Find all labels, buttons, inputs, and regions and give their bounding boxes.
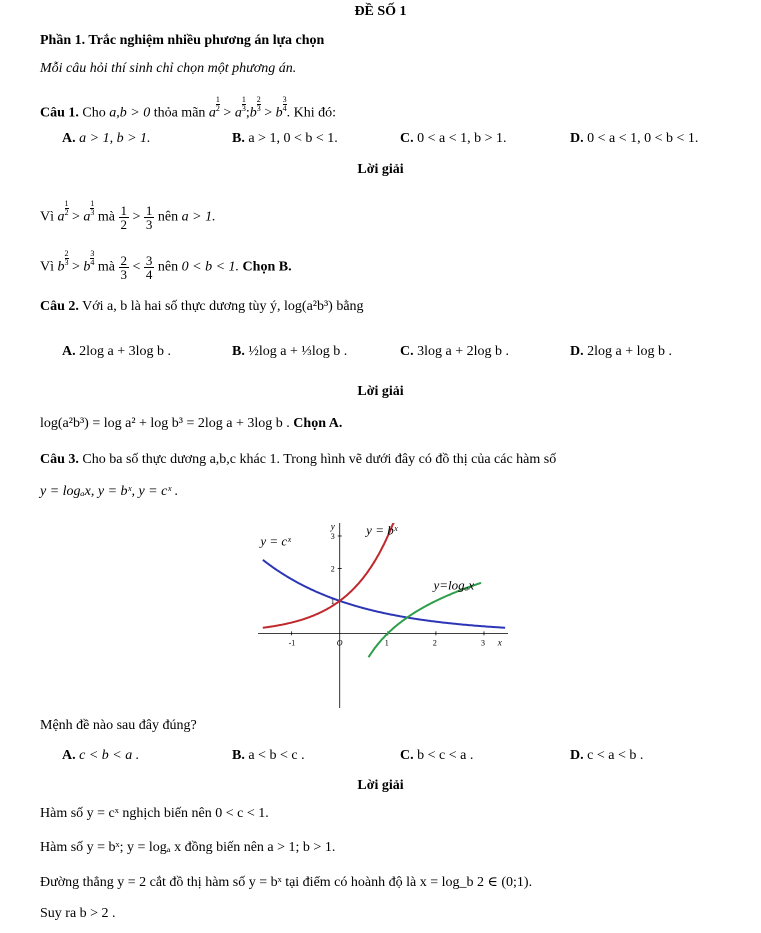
q2-option-d[interactable]: D. 2log a + log b . xyxy=(570,344,673,359)
q2-solution-heading: Lời giải xyxy=(357,384,404,399)
function-graph xyxy=(258,523,508,708)
x-tick-label: O xyxy=(336,638,343,648)
x-tick-label: -1 xyxy=(288,638,296,648)
q3-solution-heading: Lời giải xyxy=(357,778,404,793)
x-tick-label: 1 xyxy=(384,638,389,648)
q3-solution-line4: Suy ra b > 2 . xyxy=(40,906,116,921)
q3-option-b[interactable]: B. a < b < c . xyxy=(232,748,305,763)
q3-option-a[interactable]: A. c < b < a . xyxy=(62,748,140,763)
x-tick-label: 2 xyxy=(432,638,437,648)
q3-stem: Câu 3. Cho ba số thực dương a,b,c khác 1. Trong hình vẽ dưới đây có đồ thị của các hàm số xyxy=(40,452,557,467)
q3-question: Mệnh đề nào sau đây đúng? xyxy=(40,718,197,733)
q1-option-c[interactable]: C. 0 < a < 1, b > 1. xyxy=(400,131,507,146)
label-c-power: y = cˣ xyxy=(260,533,291,549)
label-log-a: y=logₐx xyxy=(433,577,475,593)
q3-solution-line3: Đường thẳng y = 2 cắt đồ thị hàm số y = bˣ tại điểm có hoành độ là x = log_b 2 ∈ (0;1). xyxy=(40,875,533,890)
q1-option-a[interactable]: A. a > 1, b > 1. xyxy=(62,131,151,146)
q1-solution-line2: Vì b $\frac{2}{3}$ > b $\frac{3}{4}$ mà $\frac{2}{3}$ < $\frac{3}{4}$ nên 0 < b < 1. Chọn B. xyxy=(40,249,292,282)
q2-option-c[interactable]: C. 3log a + 2log b . xyxy=(400,344,510,359)
q2-option-b[interactable]: B. ½log a + ⅓log b . xyxy=(232,344,348,359)
y-tick-label: 3 xyxy=(330,531,335,541)
page-title: ĐỀ SỐ 1 xyxy=(354,4,407,19)
q2-stem: Câu 2. Với a, b là hai số thực dương tùy ý, log(a²b³) bằng xyxy=(40,299,364,314)
q1-solution-line1: Vì a $\frac{1}{2}$ > a $\frac{1}{3}$ mà $\frac{1}{2}$ > $\frac{1}{3}$ nên a > 1. xyxy=(40,199,216,232)
q1-option-d[interactable]: D. 0 < a < 1, 0 < b < 1. xyxy=(570,131,699,146)
x-tick-label: x xyxy=(497,637,502,648)
x-tick-label: 3 xyxy=(480,638,485,648)
q3-solution-line2: Hàm số y = bˣ; y = logₐ x đồng biến nên a > 1; b > 1. xyxy=(40,840,336,855)
q3-solution-line1: Hàm số y = cˣ nghịch biến nên 0 < c < 1. xyxy=(40,806,269,821)
q3-functions: y = logₐx, y = bˣ, y = cˣ . xyxy=(40,484,179,499)
label-b-power: y = bˣ xyxy=(366,523,398,538)
q3-option-d[interactable]: D. c < a < b . xyxy=(570,748,644,763)
q1-stem: Câu 1. Cho a,b > 0 thỏa mãn a $\frac{1}{2}$ > a $\frac{1}{3}$ ;b $\frac{2}{3}$ > b $\frac{3}{4}$ . Khi đó: xyxy=(40,95,337,121)
q2-solution: log(a²b³) = log a² + log b³ = 2log a + 3log b . Chọn A. xyxy=(40,416,343,431)
y-tick-label: 2 xyxy=(330,564,335,574)
curve-c-power xyxy=(263,560,505,628)
part-note: Mỗi câu hỏi thí sinh chỉ chọn một phương án. xyxy=(40,61,297,76)
y-tick-label: y xyxy=(330,523,335,532)
q1-label: Câu 1. xyxy=(40,105,79,121)
q3-option-c[interactable]: C. b < c < a . xyxy=(400,748,474,763)
q2-option-a[interactable]: A. 2log a + 3log b . xyxy=(62,344,172,359)
y-tick-label: 1 xyxy=(330,596,335,606)
q1-option-b[interactable]: B. a > 1, 0 < b < 1. xyxy=(232,131,338,146)
q1-solution-heading: Lời giải xyxy=(357,162,404,177)
part-heading: Phần 1. Trắc nghiệm nhiều phương án lựa chọn xyxy=(40,33,325,48)
